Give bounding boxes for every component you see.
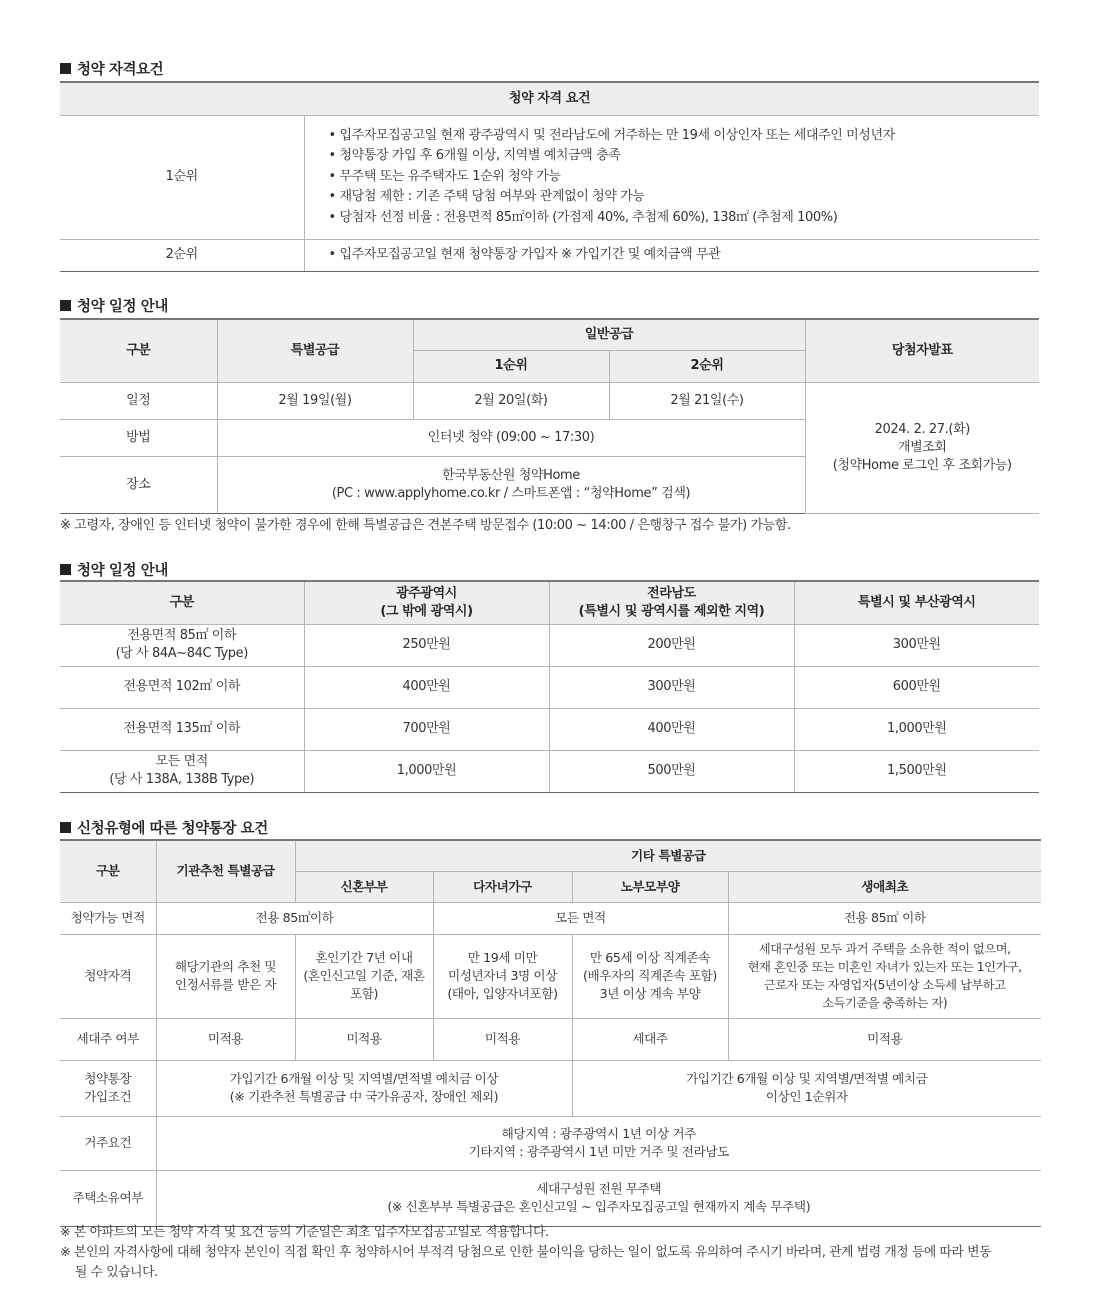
list-item: • 재당첨 제한 : 기존 주택 당첨 여부와 관계없이 청약 가능 <box>328 189 645 205</box>
qual-newlywed <box>295 934 433 1018</box>
header-multichild: 다자녀가구 <box>433 871 572 902</box>
row-label-line: 모든 면적 <box>155 754 208 769</box>
qual-line: 미성년자녀 3명 이상 <box>448 968 557 983</box>
qual-line: 3년 이상 계속 부양 <box>599 986 701 1001</box>
table-header: 청약 자격 요건 <box>60 82 1039 115</box>
header-rank2: 2순위 <box>609 350 805 382</box>
header-parents: 노부모부양 <box>572 871 728 902</box>
header-category: 구분 <box>60 581 304 624</box>
cell-jeonnam: 300만원 <box>549 666 794 708</box>
list-item: • 입주자모집공고일 현재 광주광역시 및 전라남도에 거주하는 만 19세 이상인자 또는 세대주인 미성년자 <box>328 127 895 143</box>
qual-line: (혼인신고일 기준, 재혼 <box>303 968 425 983</box>
announce-method: 개별조회 <box>897 439 947 455</box>
schedule-rank1: 2월 20일(화) <box>413 382 609 419</box>
cell-jeonnam: 500만원 <box>549 750 794 792</box>
place-value <box>217 456 805 513</box>
section-title-text: 신청유형에 따른 청약통장 요건 <box>77 821 268 837</box>
table-row <box>60 750 1039 792</box>
row-label <box>60 750 304 792</box>
cell-busan: 1,500만원 <box>794 750 1039 792</box>
header-line: (그 밖에 광역시) <box>380 603 473 619</box>
table-row <box>60 708 1039 750</box>
qual-line: 세대구성원 모두 과거 주택을 소유한 적이 없으며, <box>758 942 1011 956</box>
account-line: 이상인 1순위자 <box>765 1089 848 1104</box>
header-jeonnam <box>549 581 794 624</box>
square-bullet-icon <box>60 63 71 74</box>
table-row <box>60 624 1039 666</box>
header-line: 광주광역시 <box>396 585 457 601</box>
qual-line: 인정서류를 받은 자 <box>174 977 277 992</box>
row-label-line: (당 사 84A~84C Type) <box>115 646 248 661</box>
table-row <box>60 902 1041 934</box>
row-label-line: 전용면적 85㎡ 이하 <box>127 628 237 643</box>
eligibility-table <box>60 81 1039 272</box>
cell-jeonnam: 200만원 <box>549 624 794 666</box>
qual-line: 포함) <box>349 986 379 1001</box>
header-agency: 기관추천 특별공급 <box>156 840 295 902</box>
header-category: 구분 <box>60 319 217 382</box>
header-announce: 당첨자발표 <box>805 319 1039 382</box>
area-c: 전용 85㎡ 이하 <box>728 902 1041 934</box>
qual-line: 만 65세 이상 직계존속 <box>589 950 711 965</box>
table-row <box>60 382 1039 419</box>
row-label-line: (당 사 138A, 138B Type) <box>109 772 255 787</box>
schedule-rank2: 2월 21일(수) <box>609 382 805 419</box>
place-line: 한국부동산원 청약Home <box>442 467 580 483</box>
place-line: (PC : www.applyhome.co.kr / 스마트폰앱 : “청약Home” 검색) <box>331 485 691 501</box>
qual-line: (배우자의 직계존속 포함) <box>583 968 717 983</box>
qual-multichild <box>433 934 572 1018</box>
header-newlywed: 신혼부부 <box>295 871 433 902</box>
schedule-special: 2월 19일(월) <box>217 382 413 419</box>
header-line: 전라남도 <box>647 585 696 601</box>
householder-agency: 미적용 <box>156 1018 295 1060</box>
square-bullet-icon <box>60 300 71 311</box>
table-row <box>60 1116 1041 1170</box>
residence-value <box>156 1116 1041 1170</box>
header-other: 기타 특별공급 <box>295 840 1041 871</box>
section-title-text: 청약 일정 안내 <box>77 563 168 579</box>
announce-cell <box>805 382 1039 513</box>
qual-parents <box>572 934 728 1018</box>
cell-gwangju: 400만원 <box>304 666 549 708</box>
cell-busan: 1,000만원 <box>794 708 1039 750</box>
row-label-housing: 주택소유여부 <box>60 1170 156 1226</box>
rank2-item: • 입주자모집공고일 현재 청약통장 가입자 ※ 가입기간 및 예치금액 무관 <box>304 239 1039 271</box>
qual-line: 혼인기간 7년 이내 <box>315 950 413 965</box>
qual-line: 현재 혼인중 또는 미혼인 자녀가 있는자 또는 1인가구, <box>747 960 1022 974</box>
row-label-area: 청약가능 면적 <box>60 902 156 934</box>
section-title-text: 청약 자격요건 <box>77 62 164 78</box>
deposit-table <box>60 580 1039 793</box>
section-title-eligibility <box>60 58 163 79</box>
householder-newlywed: 미적용 <box>295 1018 433 1060</box>
footer-note: 될 수 있습니다. <box>75 1265 158 1280</box>
list-item: • 당첨자 선정 비율 : 전용면적 85㎡이하 (가점제 40%, 추첨제 60%), 138㎡ (추첨제 100%) <box>328 209 838 225</box>
account-line: 가입기간 6개월 이상 및 지역별/면적별 예치금 이상 <box>229 1071 499 1086</box>
rank2-label: 2순위 <box>60 239 304 271</box>
header-line: (특별시 및 광역시를 제외한 지역) <box>578 603 765 619</box>
row-label-qualification: 청약자격 <box>60 934 156 1018</box>
row-label <box>60 624 304 666</box>
householder-firsttime: 미적용 <box>728 1018 1041 1060</box>
account-line: 가입기간 6개월 이상 및 지역별/면적별 예치금 <box>686 1071 928 1086</box>
row-label-account <box>60 1060 156 1116</box>
area-b: 모든 면적 <box>433 902 728 934</box>
householder-parents: 세대주 <box>572 1018 728 1060</box>
row-label-line: 가입조건 <box>84 1089 132 1104</box>
residence-line: 기타지역 : 광주광역시 1년 미만 거주 및 전라남도 <box>468 1144 729 1159</box>
table-row <box>60 239 1039 271</box>
qual-agency <box>156 934 295 1018</box>
area-a: 전용 85㎡이하 <box>156 902 433 934</box>
row-label-schedule: 일정 <box>60 382 217 419</box>
householder-multichild: 미적용 <box>433 1018 572 1060</box>
method-value: 인터넷 청약 (09:00 ~ 17:30) <box>217 419 805 456</box>
requirements-table <box>60 839 1041 1227</box>
qual-firsttime <box>728 934 1041 1018</box>
account-line: (※ 기관추천 특별공급 中 국가유공자, 장애인 제외) <box>229 1089 499 1104</box>
table-row <box>60 934 1041 1018</box>
header-busan: 특별시 및 부산광역시 <box>794 581 1039 624</box>
footer-notes <box>60 1223 1045 1283</box>
housing-line: (※ 신혼부부 특별공급은 혼인신고일 ~ 입주자모집공고일 현재까지 계속 무주택) <box>387 1199 811 1214</box>
header-gwangju <box>304 581 549 624</box>
cell-busan: 300만원 <box>794 624 1039 666</box>
footer-note: ※ 본 아파트의 모든 청약 자격 및 요건 등의 기준일은 최초 입주자모집공고일로 적용합니다. <box>60 1225 549 1240</box>
row-label-method: 방법 <box>60 419 217 456</box>
qual-line: 해당기관의 추천 및 <box>174 959 277 974</box>
qual-line: 소득기준을 충족하는 자) <box>822 996 948 1010</box>
square-bullet-icon <box>60 564 71 575</box>
qual-line: 만 19세 미만 <box>467 950 538 965</box>
qual-line: 근로자 또는 자영업자(5년이상 소득세 납부하고 <box>763 978 1006 992</box>
table-row <box>60 666 1039 708</box>
table-row <box>60 115 1039 239</box>
list-item: • 무주택 또는 유주택자도 1순위 청약 가능 <box>328 168 561 184</box>
schedule-table <box>60 318 1039 514</box>
cell-gwangju: 1,000만원 <box>304 750 549 792</box>
cell-busan: 600만원 <box>794 666 1039 708</box>
table-row <box>60 1170 1041 1226</box>
header-firsttime: 생애최초 <box>728 871 1041 902</box>
row-label-householder: 세대주 여부 <box>60 1018 156 1060</box>
cell-gwangju: 700만원 <box>304 708 549 750</box>
row-label-line: 청약통장 <box>84 1071 132 1086</box>
section-title-schedule <box>60 295 168 316</box>
account-left <box>156 1060 572 1116</box>
schedule-note: ※ 고령자, 장애인 등 인터넷 청약이 불가한 경우에 한해 특별공급은 견본주택 방문접수 (10:00 ~ 14:00 / 은행창구 접수 불가) 가능함. <box>60 518 791 533</box>
list-item: • 청약통장 가입 후 6개월 이상, 지역별 예치금액 충족 <box>328 148 621 164</box>
section-title-deposit <box>60 559 168 580</box>
header-rank1: 1순위 <box>413 350 609 382</box>
header-category: 구분 <box>60 840 156 902</box>
row-label-place: 장소 <box>60 456 217 513</box>
row-label: 전용면적 135㎡ 이하 <box>60 708 304 750</box>
footer-note: ※ 본인의 자격사항에 대해 청약자 본인이 직접 확인 후 청약하시어 부적격 당첨으로 인한 불이익을 당하는 일이 없도록 유의하여 주시기 바라며, 관계 법령 개정 등에 따라 변동 <box>60 1245 992 1260</box>
housing-value <box>156 1170 1041 1226</box>
rank1-label: 1순위 <box>60 115 304 239</box>
square-bullet-icon <box>60 822 71 833</box>
header-general: 일반공급 <box>413 319 805 350</box>
account-right <box>572 1060 1041 1116</box>
section-title-text: 청약 일정 안내 <box>77 299 168 315</box>
row-label-residence: 거주요건 <box>60 1116 156 1170</box>
housing-line: 세대구성원 전원 무주택 <box>536 1181 662 1196</box>
cell-jeonnam: 400만원 <box>549 708 794 750</box>
table-row <box>60 1018 1041 1060</box>
announce-date: 2024. 2. 27.(화) <box>874 421 970 437</box>
cell-gwangju: 250만원 <box>304 624 549 666</box>
table-row <box>60 1060 1041 1116</box>
section-title-requirements <box>60 817 268 838</box>
qual-line: (태아, 입양자녀포함) <box>447 986 558 1001</box>
announce-note: (청약Home 로그인 후 조회가능) <box>832 457 1012 473</box>
row-label: 전용면적 102㎡ 이하 <box>60 666 304 708</box>
residence-line: 해당지역 : 광주광역시 1년 이상 거주 <box>501 1126 696 1141</box>
header-special: 특별공급 <box>217 319 413 382</box>
rank1-items <box>304 115 1039 239</box>
